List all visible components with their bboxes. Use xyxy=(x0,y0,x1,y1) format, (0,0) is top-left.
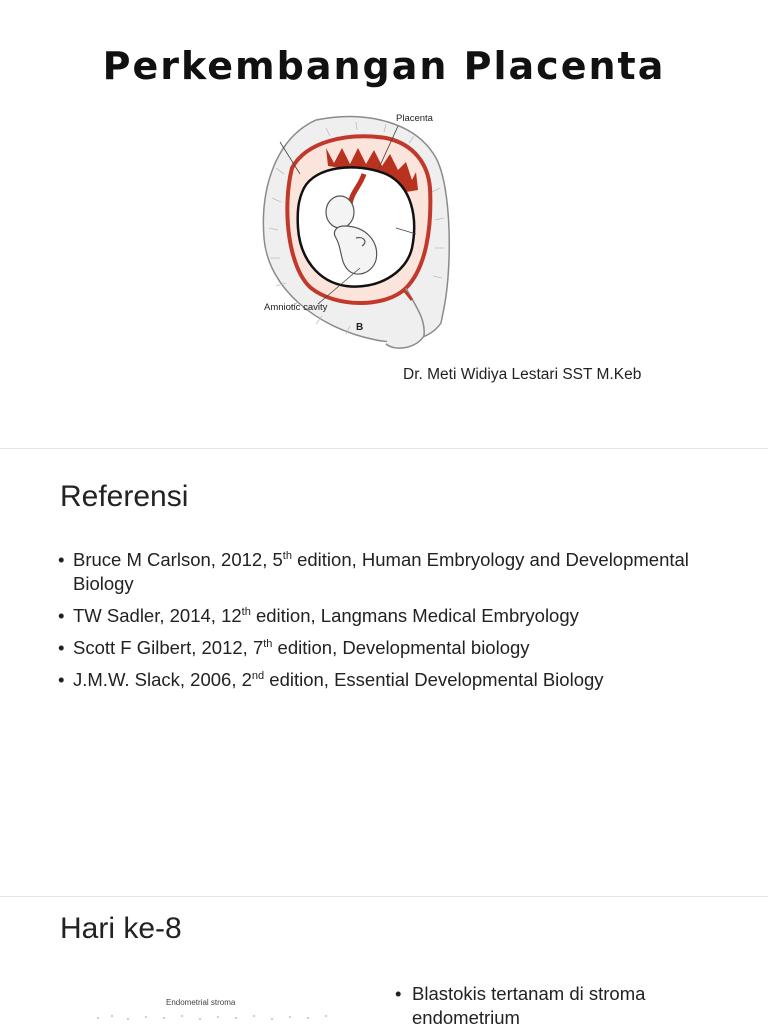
reference-superscript: th xyxy=(263,638,273,650)
bullet-icon: • xyxy=(58,605,65,626)
reference-text: edition, Essential Developmental Biology xyxy=(264,669,604,690)
placenta-diagram xyxy=(256,108,466,354)
reference-superscript: nd xyxy=(251,670,265,682)
amniotic-cavity-label: Amniotic cavity xyxy=(264,302,328,313)
reference-text: Bruce M Carlson, 2012, 5 xyxy=(73,549,283,570)
slide-divider xyxy=(0,448,768,449)
bullet-icon: • xyxy=(58,637,65,658)
day-8-heading: Hari ke-8 xyxy=(60,912,182,945)
reference-text: Scott F Gilbert, 2012, 7 xyxy=(73,637,264,658)
reference-superscript: th xyxy=(282,550,292,562)
day-8-bullet-text: Blastokis tertanam di stroma endometrium xyxy=(412,983,646,1028)
reference-text: edition, Langmans Medical Embryology xyxy=(250,605,579,626)
reference-text: TW Sadler, 2014, 12 xyxy=(73,605,242,626)
panel-label: B xyxy=(356,322,364,333)
stroma-texture xyxy=(88,996,348,1024)
bullet-icon: • xyxy=(395,983,402,1004)
title-slide xyxy=(0,0,768,444)
day-8-slide xyxy=(0,900,768,1028)
endometrial-stroma-label: Endometrial stroma xyxy=(166,998,236,1007)
bullet-icon: • xyxy=(58,669,65,690)
references-slide xyxy=(0,452,768,896)
slide-divider xyxy=(0,896,768,897)
reference-text: J.M.W. Slack, 2006, 2 xyxy=(73,669,252,690)
endometrium-figure xyxy=(88,996,348,1024)
reference-item xyxy=(58,604,738,628)
day-8-bullet xyxy=(395,982,735,1030)
reference-superscript: th xyxy=(241,606,251,618)
slide-title: Perkembangan Placenta xyxy=(102,44,666,88)
reference-item xyxy=(58,548,738,596)
reference-text: edition, Human Embryology and Developmental Biology xyxy=(73,549,689,594)
reference-item xyxy=(58,636,738,660)
reference-item xyxy=(58,668,738,692)
references-heading: Referensi xyxy=(60,480,189,513)
author-name: Dr. Meti Widiya Lestari SST M.Keb xyxy=(403,366,642,383)
bullet-icon: • xyxy=(58,549,65,570)
placenta-label: Placenta xyxy=(396,113,433,124)
reference-text: edition, Developmental biology xyxy=(272,637,530,658)
references-list xyxy=(58,548,738,700)
